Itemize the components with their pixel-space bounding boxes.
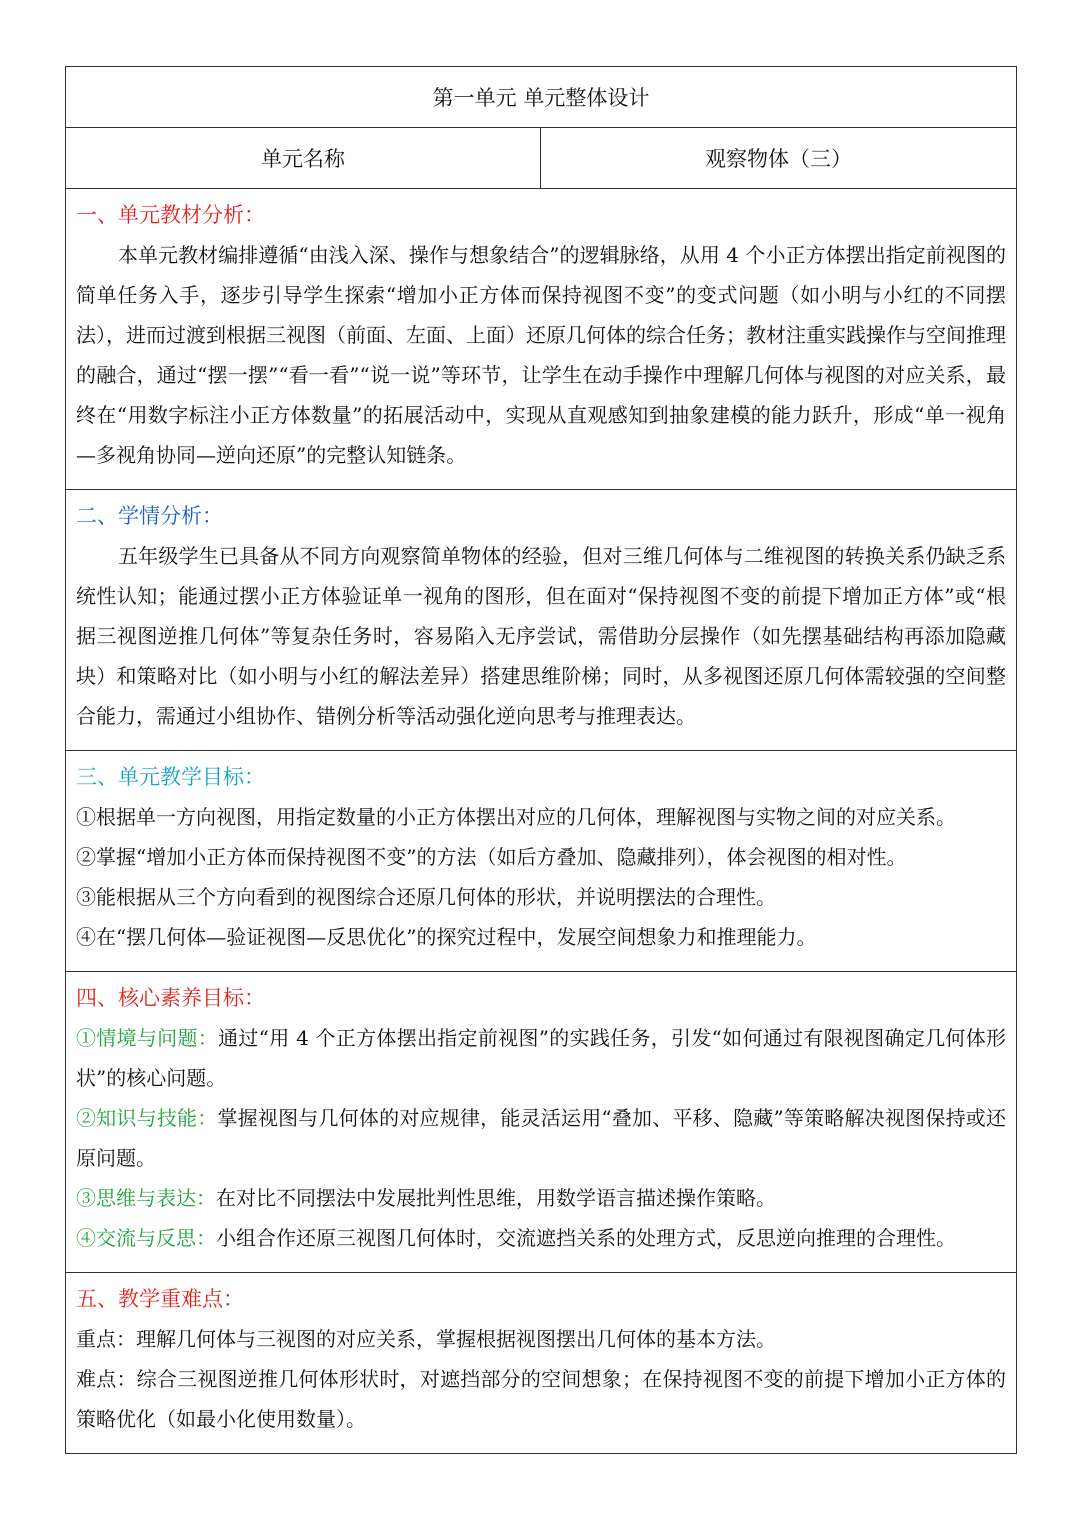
goal-item: ①根据单一方向视图，用指定数量的小正方体摆出对应的几何体，理解视图与实物之间的对应关系。	[76, 805, 956, 829]
literacy-text: 在对比不同摆法中发展批判性思维，用数学语言描述操作策略。	[216, 1186, 776, 1210]
section-textbook-analysis	[66, 189, 1017, 490]
literacy-text: 通过“用 4 个正方体摆出指定前视图”的实践任务，引发“如何通过有限视图确定几何体形状”的核心问题。	[76, 1026, 1006, 1090]
section-paragraph: 五年级学生已具备从不同方向观察简单物体的经验，但对三维几何体与二维视图的转换关系仍缺乏系统性认知；能通过摆小正方体验证单一视角的图形，但在面对“保持视图不变的前提下增加正方体”或“根据三视图逆推几何体”等复杂任务时，容易陷入无序尝试，需借助分层操作（如先摆基础结构再添加隐藏块）和策略对比（如小明与小红的解法差异）搭建思维阶梯；同时，从多视图还原几何体需较强的空间整合能力，需通过小组协作、错例分析等活动强化逆向思考与推理表达。	[76, 544, 1006, 728]
unit-name-label: 单元名称	[66, 128, 541, 189]
literacy-item	[76, 1178, 1006, 1218]
section-heading: 二、学情分析：	[76, 504, 223, 528]
unit-design-table	[65, 66, 1017, 1454]
literacy-text: 小组合作还原三视图几何体时，交流遮挡关系的处理方式，反思逆向推理的合理性。	[216, 1226, 956, 1250]
key-point: 重点：理解几何体与三视图的对应关系，掌握根据视图摆出几何体的基本方法。	[76, 1327, 776, 1351]
page-title: 第一单元 单元整体设计	[66, 67, 1017, 128]
section-key-difficulties	[66, 1273, 1017, 1454]
literacy-label: ④交流与反思：	[76, 1226, 216, 1250]
difficult-point: 难点：综合三视图逆推几何体形状时，对遮挡部分的空间想象；在保持视图不变的前提下增加小正方体的策略优化（如最小化使用数量）。	[76, 1367, 1006, 1431]
section-core-literacy	[66, 972, 1017, 1273]
literacy-label: ③思维与表达：	[76, 1186, 216, 1210]
section-heading: 四、核心素养目标：	[76, 986, 265, 1010]
goal-item: ③能根据从三个方向看到的视图综合还原几何体的形状，并说明摆法的合理性。	[76, 885, 776, 909]
literacy-item	[76, 1098, 1006, 1178]
goal-item: ④在“摆几何体—验证视图—反思优化”的探究过程中，发展空间想象力和推理能力。	[76, 925, 817, 949]
section-teaching-goals	[66, 751, 1017, 972]
section-heading: 三、单元教学目标：	[76, 765, 265, 789]
section-paragraph: 本单元教材编排遵循“由浅入深、操作与想象结合”的逻辑脉络，从用 4 个小正方体摆出指定前视图的简单任务入手，逐步引导学生探索“增加小正方体而保持视图不变”的变式问题（如小明与小红的不同摆法），进而过渡到根据三视图（前面、左面、上面）还原几何体的综合任务；教材注重实践操作与空间推理的融合，通过“摆一摆”“看一看”“说一说”等环节，让学生在动手操作中理解几何体与视图的对应关系，最终在“用数字标注小正方体数量”的拓展活动中，实现从直观感知到抽象建模的能力跃升，形成“单一视角—多视角协同—逆向还原”的完整认知链条。	[76, 243, 1006, 467]
goal-item: ②掌握“增加小正方体而保持视图不变”的方法（如后方叠加、隐藏排列），体会视图的相对性。	[76, 845, 907, 869]
unit-name-value: 观察物体（三）	[541, 128, 1017, 189]
section-student-analysis	[66, 490, 1017, 751]
section-heading: 五、教学重难点：	[76, 1287, 244, 1311]
literacy-item	[76, 1018, 1006, 1098]
literacy-text: 掌握视图与几何体的对应规律，能灵活运用“叠加、平移、隐藏”等策略解决视图保持或还原问题。	[76, 1106, 1006, 1170]
section-heading: 一、单元教材分析：	[76, 203, 265, 227]
literacy-label: ②知识与技能：	[76, 1106, 218, 1130]
literacy-item	[76, 1218, 1006, 1258]
literacy-label: ①情境与问题：	[76, 1026, 219, 1050]
